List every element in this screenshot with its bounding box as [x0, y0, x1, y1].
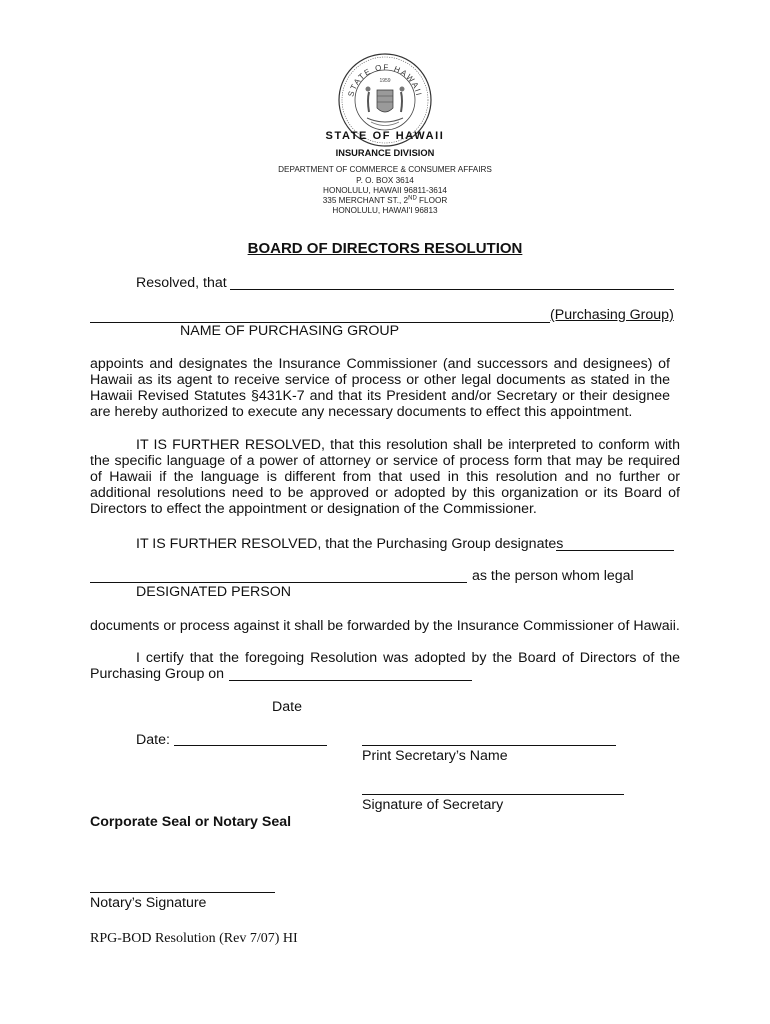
department-line: DEPARTMENT OF COMMERCE & CONSUMER AFFAIRS [278, 165, 492, 174]
paragraph-further-resolved-1: IT IS FURTHER RESOLVED, that this resolution shall be interpreted to conform with the specific language of a power of attorney or service of process form that may be required of Hawaii if the language is different from that used in this resolution and no further or additional resolutions need to be approved or adopted by this organization or its Board of Directors to effect the appointment or designation of the Commissioner. [90, 437, 680, 517]
street-suffix: FLOOR [416, 196, 448, 205]
document-title: BOARD OF DIRECTORS RESOLUTION [247, 240, 523, 257]
documents-forwarded-text: documents or process against it shall be forwarded by the Insurance Commissioner of Hawaii. [90, 618, 680, 634]
purchasing-group-name-blank[interactable] [230, 289, 674, 290]
further-resolved-2-lead: IT IS FURTHER RESOLVED, that the Purchasing Group designates [136, 536, 564, 552]
street-prefix: 335 MERCHANT ST., 2 [322, 196, 409, 205]
division-heading: INSURANCE DIVISION [335, 148, 435, 158]
city-zip-line-2: HONOLULU, HAWAI'I 96813 [332, 206, 438, 215]
date-blank[interactable] [174, 745, 327, 746]
date-label: Date: [136, 732, 170, 748]
designated-person-caption: DESIGNATED PERSON [136, 584, 292, 600]
city-zip-line-1: HONOLULU, HAWAII 96811-3614 [323, 186, 447, 195]
notary-signature-blank[interactable] [90, 892, 275, 893]
as-person-whom-legal: as the person whom legal [472, 568, 634, 584]
form-revision-footer: RPG-BOD Resolution (Rev 7/07) HI [90, 931, 298, 946]
street-sup: ND [408, 195, 417, 202]
signature-of-secretary-blank[interactable] [362, 794, 624, 795]
print-secretary-name-blank[interactable] [362, 745, 616, 746]
date-caption: Date [272, 699, 302, 715]
state-heading: STATE OF HAWAII [325, 130, 445, 142]
certify-line-2: Purchasing Group on [90, 666, 225, 682]
print-secretary-name-caption: Print Secretary’s Name [362, 748, 508, 764]
po-box-line: P. O. BOX 3614 [356, 176, 414, 185]
resolved-that-label: Resolved, that [136, 275, 227, 291]
paragraph-appoints: appoints and designates the Insurance Commissioner (and successors and designees) of Hawaii as its agent to receive service of process or other legal documents as stated in the Hawaii Revised Statutes §431K-7 and that its President and/or Secretary or their designee are hereby authorized to execute any necessary documents to effect this appointment. [90, 356, 670, 420]
certify-line-1: I certify that the foregoing Resolution was adopted by the Board of Directors of the [136, 650, 680, 666]
purchasing-group-suffix: (Purchasing Group) [550, 307, 674, 323]
corporate-seal-label: Corporate Seal or Notary Seal [90, 814, 292, 830]
name-of-purchasing-group-caption: NAME OF PURCHASING GROUP [180, 323, 400, 339]
designates-blank[interactable] [556, 550, 674, 551]
seal-ring-text: STATE OF HAWAII [346, 62, 424, 98]
street-line [185, 196, 585, 207]
seal-year: 1959 [379, 78, 391, 84]
adoption-date-blank[interactable] [229, 680, 472, 681]
signature-of-secretary-caption: Signature of Secretary [362, 797, 504, 813]
notary-signature-caption: Notary’s Signature [90, 895, 207, 911]
designated-person-blank[interactable] [90, 582, 467, 583]
